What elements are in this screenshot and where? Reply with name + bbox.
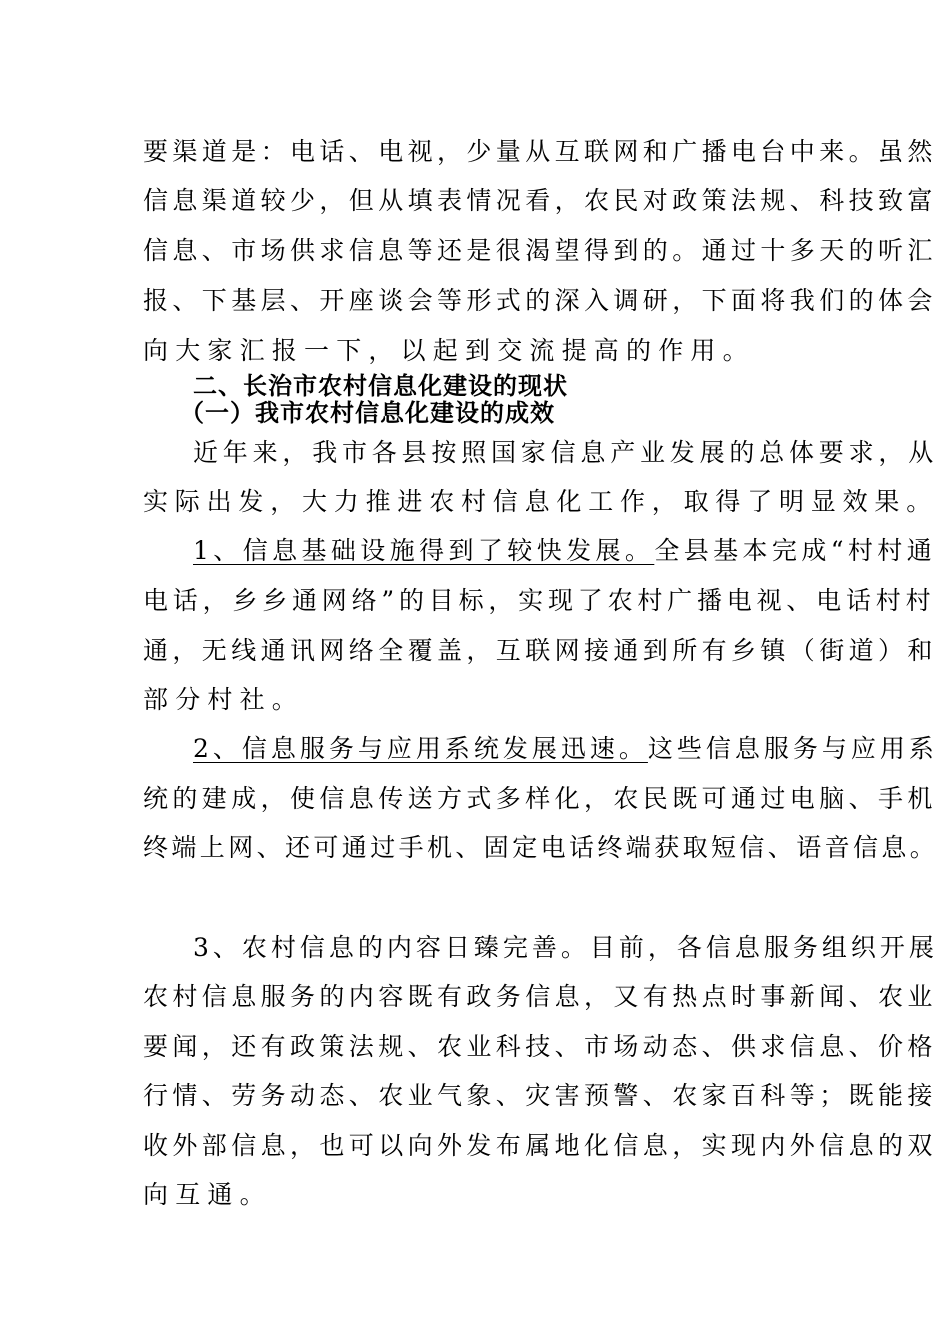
item2-line: 终端上网、还可通过手机、固定电话终端获取短信、语音信息。 bbox=[143, 833, 939, 862]
intro-line: 报、下基层、开座谈会等形式的深入调研，下面将我们的体会 bbox=[143, 286, 937, 315]
overview-line: 近年来，我市各县按照国家信息产业发展的总体要求，从 bbox=[193, 438, 939, 467]
intro-line: 信息、市场供求信息等还是很渴望得到的。通过十多天的听汇 bbox=[143, 236, 937, 265]
item1-line1-rest: 全县基本完成“村村通 bbox=[654, 536, 937, 565]
item3-line: 要闻，还有政策法规、农业科技、市场动态、供求信息、价格 bbox=[143, 1032, 937, 1061]
item3-lead: 3、农村信息的内容日臻完善。 bbox=[193, 933, 590, 962]
overview-line: 实际出发，大力推进农村信息化工作，取得了明显效果。 bbox=[143, 487, 939, 516]
item2-line: 统的建成，使信息传送方式多样化，农民既可通过电脑、手机 bbox=[143, 784, 937, 813]
item2-first-line bbox=[193, 733, 938, 765]
item1-line: 电话，乡乡通网络”的目标，实现了农村广播电视、电话村村 bbox=[143, 586, 936, 615]
item1-line: 通，无线通讯网络全覆盖，互联网接通到所有乡镇（街道）和 bbox=[143, 636, 937, 665]
subsection-heading: （一）我市农村信息化建设的成效 bbox=[180, 399, 555, 427]
item1-line: 部分村社。 bbox=[143, 685, 305, 714]
intro-line: 信息渠道较少，但从填表情况看，农民对政策法规、科技致富 bbox=[143, 186, 937, 215]
item3-first-line bbox=[193, 932, 938, 964]
item3-line: 行情、劳务动态、农业气象、灾害预警、农家百科等；既能接 bbox=[143, 1081, 937, 1110]
item1-first-line bbox=[193, 535, 936, 567]
item2-lead: 2、信息服务与应用系统发展迅速。 bbox=[193, 734, 648, 763]
item1-lead: 1、信息基础设施得到了较快发展。 bbox=[193, 536, 655, 565]
section-heading: 二、长治市农村信息化建设的现状 bbox=[193, 372, 568, 400]
item3-line1-rest: 目前，各信息服务组织开展 bbox=[589, 933, 938, 962]
item3-line: 收外部信息，也可以向外发布属地化信息，实现内外信息的双 bbox=[143, 1131, 937, 1160]
intro-line: 向大家汇报一下，以起到交流提高的作用。 bbox=[143, 336, 755, 365]
item3-line: 向互通。 bbox=[143, 1180, 272, 1209]
item2-line1-rest: 这些信息服务与应用系 bbox=[647, 734, 938, 763]
item3-line: 农村信息服务的内容既有政务信息，又有热点时事新闻、农业 bbox=[143, 982, 937, 1011]
intro-line: 要渠道是：电话、电视，少量从互联网和广播电台中来。虽然 bbox=[143, 137, 937, 166]
